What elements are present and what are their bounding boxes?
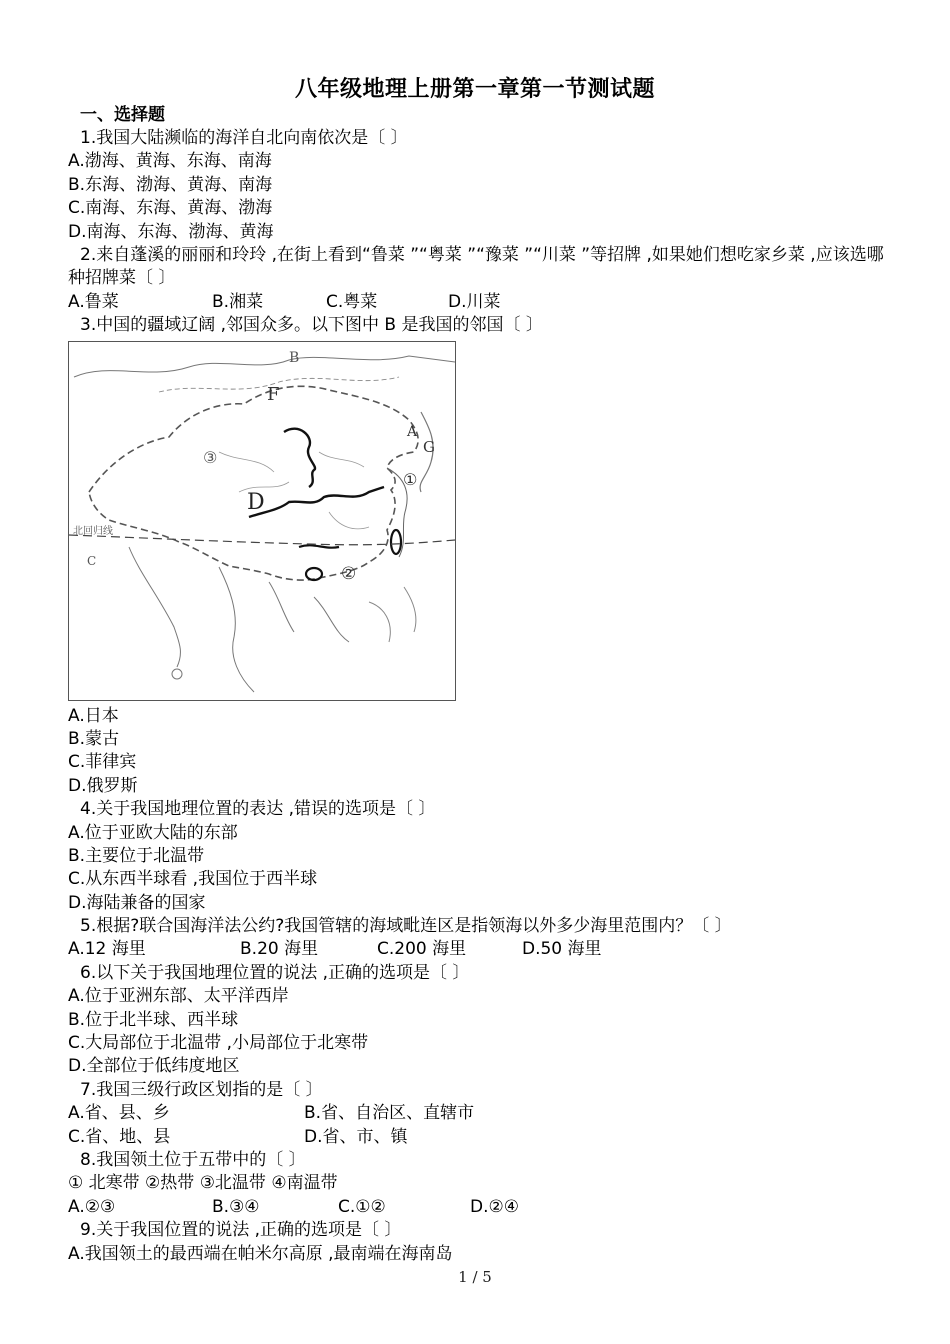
page-number: 1 / 5	[458, 1268, 492, 1286]
q8-option-d: D.②④	[470, 1196, 519, 1217]
q7-option-b: B.省、自治区、直辖市	[304, 1103, 475, 1124]
map-drawing	[69, 342, 455, 700]
q9-option-a: A.我国领土的最西端在帕米尔高原 ,最南端在海南岛	[68, 1243, 453, 1264]
q6-option-a: A.位于亚洲东部、太平洋西岸	[68, 986, 289, 1007]
northern-coastline	[74, 356, 455, 377]
q8-option-b: B.③④	[212, 1196, 260, 1217]
map-label-g: G	[423, 437, 435, 456]
map-label-tropic: 北回归线	[73, 525, 113, 537]
q8-option-a: A.②③	[68, 1196, 116, 1217]
q5-option-c: C.200 海里	[377, 939, 467, 960]
q4-option-b: B.主要位于北温带	[68, 845, 205, 866]
q2-options-row	[68, 291, 888, 314]
question-7-stem: 7.我国三级行政区划指的是〔 〕	[80, 1079, 323, 1100]
q5-option-d: D.50 海里	[522, 939, 602, 960]
india-coast	[129, 547, 180, 667]
q6-option-c: C.大局部位于北温带 ,小局部位于北寒带	[68, 1033, 369, 1054]
question-1-stem: 1.我国大陆濒临的海洋自北向南依次是〔 〕	[80, 128, 408, 148]
q5-option-a: A.12 海里	[68, 939, 146, 960]
sri-lanka	[172, 669, 182, 679]
south-islands	[369, 587, 416, 642]
q2-option-d: D.川菜	[448, 291, 501, 312]
q8-option-c: C.①②	[338, 1196, 386, 1217]
q2-option-b: B.湘菜	[212, 291, 264, 312]
map-label-circle-2: ②	[341, 563, 357, 584]
q1-option-c: C.南海、东海、黄海、渤海	[68, 198, 273, 219]
q1-option-d: D.南海、东海、渤海、黄海	[68, 221, 274, 242]
q7-option-d: D.省、市、镇	[304, 1126, 408, 1147]
q3-option-b: B.蒙古	[68, 728, 120, 749]
taiwan-island	[391, 530, 401, 554]
q2-option-c: C.粤菜	[326, 291, 378, 312]
page-title: 八年级地理上册第一章第一节测试题	[294, 77, 655, 102]
map-label-circle-1: ①	[403, 469, 418, 489]
national-boundary	[89, 383, 418, 580]
q1-option-a: A.渤海、黄海、东海、南海	[68, 151, 272, 172]
q4-option-d: D.海陆兼备的国家	[68, 892, 206, 913]
map-label-c: C	[87, 553, 97, 568]
q4-option-c: C.从东西半球看 ,我国位于西半球	[68, 869, 318, 890]
q2-option-a: A.鲁菜	[68, 291, 119, 312]
question-list	[68, 104, 888, 1266]
question-2-stem: 2.来自蓬溪的丽丽和玲玲 ,在街上看到“鲁菜 ”“粤菜 ”“豫菜 ”“川菜 ”等招牌 ,如果她们想吃家乡菜 ,应该选哪种招牌菜〔 〕	[68, 244, 884, 289]
q4-option-a: A.位于亚欧大陆的东部	[68, 822, 238, 843]
q7-option-a: A.省、县、乡	[68, 1103, 170, 1124]
bold-line-south	[299, 545, 339, 547]
tropic-of-cancer-line	[69, 535, 455, 545]
question-8-stem: 8.我国领土位于五带中的〔 〕	[80, 1149, 306, 1170]
bold-line-north	[284, 428, 315, 486]
q7-options-row-1	[68, 1102, 888, 1125]
question-3-stem: 3.中国的疆域辽阔 ,邻国众多。以下图中 B 是我国的邻国〔 〕	[80, 315, 543, 336]
map-label-circle-3: ③	[203, 447, 218, 467]
map-label-f: F	[267, 383, 280, 405]
bold-line-qinling	[249, 487, 384, 517]
q5-options-row	[68, 938, 888, 961]
question-5-stem: 5.根据?联合国海洋法公约?我国管辖的海域毗连区是指领海以外多少海里范围内？〔 〕	[80, 916, 732, 937]
q7-options-row-2	[68, 1126, 888, 1149]
q8-options-row	[68, 1196, 888, 1219]
q6-option-d: D.全部位于低纬度地区	[68, 1056, 240, 1077]
q3-option-c: C.菲律宾	[68, 752, 137, 773]
china-neighbors-map	[68, 341, 456, 701]
map-label-d: D	[247, 489, 265, 515]
q6-option-b: B.位于北半球、西半球	[68, 1009, 239, 1030]
q7-option-c: C.省、地、县	[68, 1126, 171, 1147]
question-9-stem: 9.关于我国位置的说法 ,正确的选项是〔 〕	[80, 1220, 402, 1241]
question-6-stem: 6.以下关于我国地理位置的说法 ,正确的选项是〔 〕	[80, 962, 470, 983]
province-lines	[219, 452, 369, 529]
map-label-b: B	[289, 349, 300, 366]
southeast-asia-coast	[219, 567, 349, 692]
hainan-island	[306, 568, 322, 580]
question-4-stem: 4.关于我国地理位置的表达 ,错误的选项是〔 〕	[80, 799, 436, 820]
section-title: 一、选择题	[80, 105, 165, 125]
q1-option-b: B.东海、渤海、黄海、南海	[68, 174, 273, 195]
q3-option-d: D.俄罗斯	[68, 775, 138, 796]
map-label-a: A	[407, 423, 418, 440]
q5-option-b: B.20 海里	[240, 939, 319, 960]
q3-option-a: A.日本	[68, 705, 119, 726]
q8-zones: ① 北寒带 ②热带 ③北温带 ④南温带	[68, 1173, 338, 1194]
